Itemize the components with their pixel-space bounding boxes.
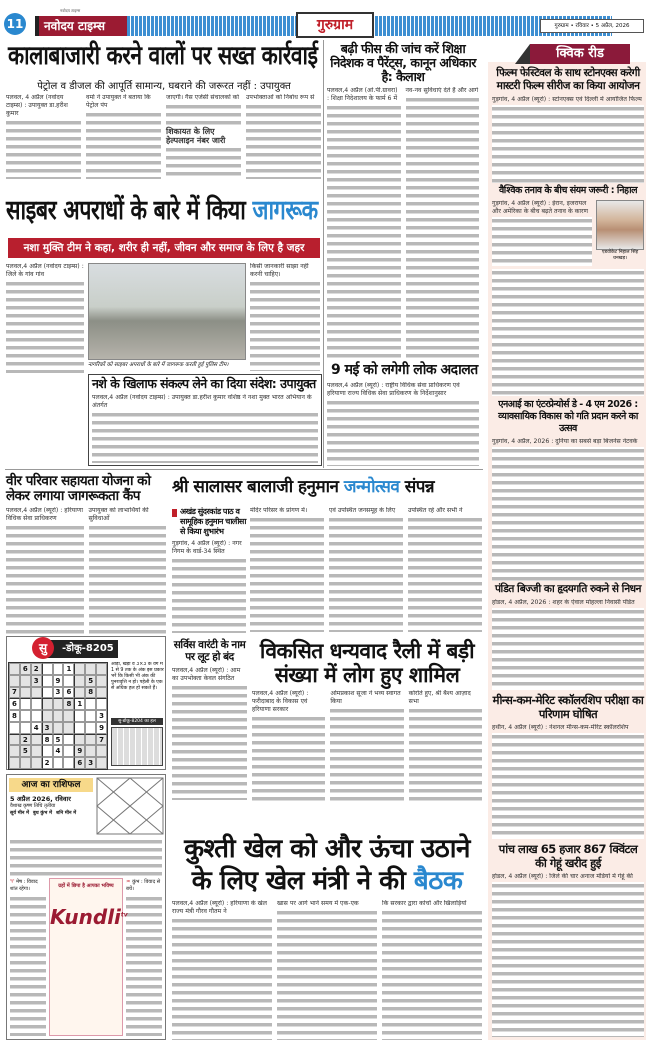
kundli-ad-brand [50,905,128,929]
qr6-body [492,873,644,1037]
qr5-body [492,724,644,839]
qr3-body [492,438,644,581]
sudoku-cell: 3 [31,675,42,687]
a6-body [6,507,166,634]
page-number: 11 [4,13,26,35]
sudoku-cell [96,687,107,699]
a7-kicker-mark [172,509,177,517]
sudoku-cell: 9 [96,722,107,734]
a2-body-right [250,263,320,371]
sudoku-cell [74,663,85,675]
sudoku-cell [9,757,20,769]
sudoku-cell: 1 [63,663,74,675]
brand-small: नवोदय टाइम्स [60,8,81,13]
qr5-headline: मीन्स-कम-मेरिट स्कॉलरशिप परीक्षा का परिणाम घोषित [492,693,644,722]
sudoku-cell: 2 [20,734,31,746]
a3-headline-text: नशे के खिलाफ संकल्प लेने का दिया संदेश: उपायुक्त [92,376,316,391]
a6-column [6,474,166,634]
planet-2: बुध कुंभ में [33,811,52,816]
qr5-dateline: हथीन, 4 अप्रैल (ब्यूरो) : नेशनल मीन्स-कम-मेरिट स्कॉलरशिप [492,724,629,732]
qr4-headline: पंडित बिज्जी का हृदयगति रुकने से निधन [495,582,641,595]
sudoku-cell [96,663,107,675]
sudoku-cell [42,710,53,722]
qr3-dateline: गुड़गांव, 4 अप्रैल, 2026 : दुनिया का सबसे बड़ा बिजनेस नेटवर्क [492,438,638,446]
a2-headline-main: साइबर अपराधों के बारे में किया [6,195,253,226]
sudoku-cell: 2 [31,663,42,675]
sudoku-cell [31,734,42,746]
sudoku-cell [31,710,42,722]
a8-headline: सर्विस वारंटी के नाम पर लूट हो बंद [173,639,246,663]
a2-headline-accent: जागरूक [252,195,318,226]
a6-dateline: पलवल,4 अप्रैल (ब्यूरो) : हरियाणा विधिक सेवा प्राधिकरण [6,507,83,523]
a1-subhead-text: पेट्रोल व डीजल की आपूर्ति सामान्य, घबराने की जरूरत नहीं : उपायुक्त [37,81,291,92]
a2-photo-caption [88,362,246,369]
qr2-top [492,200,644,266]
a5-headline [327,363,479,379]
sudoku-cell [9,745,20,757]
sudoku-cell [53,663,64,675]
sudoku-cell [53,698,64,710]
sudoku-cell: 6 [9,698,20,710]
sudoku-cell: 9 [74,745,85,757]
sudoku-cell [74,710,85,722]
sudoku-cell [85,722,96,734]
quick-read-tab [515,44,530,64]
sudoku-cell [9,675,20,687]
a8-dateline: पलवल,4 अप्रैल (ब्यूरो) : आम का उपभोक्ता केवल संगठित [172,666,241,682]
sudoku-cell: 8 [85,687,96,699]
a4-dateline: पलवल,4 अप्रैल (ओ.पी.ग्रावरा) : शिक्षा निदेशालय के फार्म 6 में [327,87,398,102]
a7-headline-line [172,478,434,497]
a8-body [172,667,247,801]
planet-3: शनि मीन में [55,811,77,816]
a2-banner-text: नशा मुक्ति टीम ने कहा, शरीर ही नहीं, जीवन और समाज के लिए है जहर [23,242,305,254]
qr4-dateline: होडल, 4 अप्रैल, 2026 : शहर के ऐवाल मोहल्ला निवासी पंडित [492,598,635,606]
sudoku-cell [63,675,74,687]
sudoku-cell [20,675,31,687]
kundli-ad[interactable] [49,878,128,1036]
sudoku-cell [42,663,53,675]
rashifal-header: आज का राशिफल [9,778,93,792]
qr6-dateline: होडल, 4 अप्रैल (ब्यूरो) : जिले की चार अनाज मंडियों में गेहूं की [492,873,633,881]
sudoku-cell [42,698,53,710]
sudoku-cell: 3 [96,710,107,722]
sudoku-logo: सु [32,637,54,659]
a3-content [92,377,318,463]
sudoku-solution-title-text: सु-डोकू-8204 का हल [118,719,156,724]
qr2-photo-caption: एडवोकेट निहाल सिंह धनखड़। [601,249,639,261]
a10-column [172,833,482,1040]
a1-headline-text: कालाबाजारी करने वालों पर सख्त कार्रवाई [8,41,318,71]
rashifal-right [126,879,162,1036]
qr2-dateline: गुड़गांव, 4 अप्रैल (ब्यूरो) : ईरान, इजरायल और अमेरिका के बीच बढ़ते तनाव के कारण [492,199,589,215]
kundli-ad-title: ग्रहों में छिपा है आपका भविष्य [58,883,114,889]
a7-kicker-row [172,507,246,537]
sudoku-cell [42,745,53,757]
rashifal-left-lines [10,895,46,1036]
sudoku-cell [85,698,96,710]
qr1-body [492,96,644,183]
a9-col3: कोरोते हुए, श्री बैश्य आज़ाद सभा [408,690,471,706]
qr1-headline: फिल्म फेस्टिवल के साथ स्टोनएक्स करेगी मास्टरी फिल्म सीरीज का किया आयोजन [496,67,640,92]
a2-headline-line [6,196,318,226]
dateline-text: गुरुग्राम • रविवार • 5 अप्रैल, 2026 [554,23,630,29]
a3-dateline: पलवल,4 अप्रैल (नवोदय टाइम्स) : उपायुक्त डा.हरीश कुमार वशिष्ठ ने नशा मुक्त भारत अभियान के अंतर्गत [92,394,312,409]
rashifal-left [10,879,46,1036]
a2-right-text: किसी जानकारी साझा नहीं करनी चाहिए। [250,263,309,278]
qr2-body [492,200,592,266]
a2-photo [88,263,246,360]
sudoku-cell [74,675,85,687]
sudoku-cell [63,734,74,746]
a6-col2: उपायुक्त को लाभार्थियों की सुविधाओं [88,507,149,523]
a7-headline-main: श्री सालासर बालाजी हनुमान [172,477,344,497]
sudoku-cell [53,710,64,722]
a8-column [172,640,247,800]
a9-column [252,640,482,805]
dateline-box [540,19,644,33]
qr4-body [492,599,644,690]
sudoku-cell [31,698,42,710]
a7-headline [172,478,480,497]
a10-headline [172,833,482,897]
a1-box-title: शिकायत के लिए हेल्पलाइन नंबर जारी [166,127,226,145]
quick-read-label: क्विक रीड [530,44,630,64]
sudoku-instructions: आड़ी, खड़ी व 3×3 के वर्ग में 1 से 9 तक के अंक इस प्रकार भरें कि किसी भी अंक की पुनरावृत्ति न हो। पहेली के एक से अधिक हल हो सकते हैं। [111,662,164,691]
sudoku-cell [20,698,31,710]
qr6-headline: पांच लाख 65 हजार 867 क्विंटल की गेहूं खरीद हुई [498,842,638,871]
a2-caption-text: नागरिकों को साइबर अपराधों के बारे में जागरूक करती हुई पुलिस टीम। [88,362,229,368]
sudoku-cell [31,745,42,757]
sudoku-cell: 4 [53,745,64,757]
sudoku-cell: 6 [63,687,74,699]
sudoku-cell [20,757,31,769]
a1-body [6,94,321,179]
sudoku-cell [74,722,85,734]
a1-col3: जाएगी। गैस एजेंसी संचालकों को [166,94,239,101]
a4-headline: बढ़ी फीस की जांच करें शिक्षा निदेशक व पैरेंट्स, कानून अधिकार है: कैलाश [330,41,476,84]
sudoku-cell: 5 [85,675,96,687]
sudoku-cell: 3 [42,722,53,734]
sudoku-cell [20,722,31,734]
qr1-dateline: गुड़गांव, 4 अप्रैल (ब्यूरो) : स्टोनएक्स एवं दिल्ली में आयोजित फिल्म [492,96,642,103]
sudoku-solution-title [111,718,163,725]
sudoku-cell [63,745,74,757]
a5-dateline: पलवल,4 अप्रैल (ब्यूरो) : राष्ट्रीय विधिक सेवा प्राधिकरण एवं हरियाणा राज्य विधिक सेवा प्राधिकरण के निर्देशानुसार [327,382,460,397]
a4-col2: नव-नव सुविधाएं देते हैं और आगे [405,87,479,94]
sudoku-title-bar: -डोकू-8205 [40,640,118,658]
sudoku-cell: 5 [53,734,64,746]
sudoku-cell [96,675,107,687]
qr2-portrait [596,200,644,250]
sudoku-cell [85,745,96,757]
sign-text: कुंभ : विवाद से बचें। [126,879,161,892]
a7-headline-end: संपन्न [399,477,435,497]
a3-headline [92,377,318,391]
rashifal-right-lines [126,895,162,1036]
sudoku-cell [53,722,64,734]
sudoku-cell [42,675,53,687]
a1-col4: उपभोक्ताओं को निर्बाध रूप से [246,94,315,101]
a7-col3: एवं उपस्थित जनसमूह के लिए [329,507,396,514]
planet-list [10,811,94,817]
a10-dateline: पलवल,4 अप्रैल (ब्यूरो) : हरियाणा के खेल राज्य मंत्री गौरव गौतम ने [172,900,267,915]
sudoku-cell: 8 [9,710,20,722]
sudoku-cell: 3 [85,757,96,769]
sudoku-cell [9,734,20,746]
sudoku-cell [53,757,64,769]
sudoku-cell: 3 [53,687,64,699]
sudoku-cell: 9 [53,675,64,687]
sudoku-cell [20,687,31,699]
a3-body [92,394,318,463]
sudoku-cell [85,734,96,746]
sudoku-cell: 1 [74,698,85,710]
a7-body [250,507,482,632]
a7-col2: मंदिर परिसर के प्रांगण में। [250,507,308,514]
a6-headline: वीर परिवार सहायता योजना को लेकर लगाया जागरूकता कैंप [6,473,151,505]
sudoku-grid [8,662,108,770]
a10-headline-main: कुश्ती खेल को और ऊंचा उठाने के लिए खेल मंत्री ने की [184,834,470,896]
a4-body [327,87,479,360]
a10-col3: कि सरकार द्वारा कोचों और खिलाड़ियों [382,900,467,907]
a10-headline-accent: बैठक [413,866,463,896]
planet-1: सूर्य मीन में [10,811,30,816]
qr3-headline: एनआई का एंटरप्रेन्योर्स डे - 4 एम 2026 : व्यावसायिक विकास को गति प्रदान करने का उत्सव [498,399,638,435]
sudoku-cell: 6 [20,663,31,675]
column-rule [323,40,324,468]
a5-body [327,382,479,466]
kundli-brand-text: Kundli [50,905,121,929]
qr2-photo-block [596,200,644,266]
a10-body [172,900,482,1040]
sudoku-cell [9,722,20,734]
a9-body [252,690,482,805]
sign-text: मेष : विवाद शांत रहेगा। [10,879,38,892]
sudoku-cell [9,663,20,675]
sudoku-cell [20,710,31,722]
a2-dateline: पलवल,4 अप्रैल (नवोदय टाइम्स) : जिले के गांव गांव [6,263,84,278]
sudoku-cell [63,710,74,722]
sudoku-cell [42,687,53,699]
rashifal-date: 5 अप्रैल 2026, रविवार [10,795,71,803]
sudoku-cell [31,757,42,769]
sudoku-cell: 6 [74,757,85,769]
a7-body-1 [172,540,246,633]
a1-headline [8,42,320,71]
sudoku-cell [96,757,107,769]
city-label: गुरुग्राम [296,12,374,38]
sudoku-cell: 7 [96,734,107,746]
qr2-headline: वैश्विक तनाव के बीच संयम जरूरी : निहाल [498,185,638,197]
a7-headline-accent: जन्मोत्सव [343,477,400,497]
sudoku-cell [31,687,42,699]
sudoku-cell [85,663,96,675]
a7-kicker: अखंड सुंदरकांड पाठ व सामूहिक हनुमान चालीसा से किया शुभारंभ [180,507,246,536]
sudoku-cell [96,745,107,757]
row-rule [5,469,483,470]
kundli-chart [96,777,164,835]
a2-headline [6,196,320,226]
sudoku-solution-grid [111,727,163,766]
kundli-brand-tv: tv [120,911,128,919]
sudoku-cell: 7 [9,687,20,699]
a1-subhead [8,78,320,92]
a10-col2: खास पर आगे भाने समय में एक-एक [277,900,359,907]
a9-headline: विकसित धन्यवाद रैली में बड़ी संख्या में लोग हुए शामिल [259,639,475,687]
a9-dateline: पलवल,4 अप्रैल (ब्यूरो) : फरीदाबाद के विकास एवं हरियाणा सरकार [252,690,309,714]
brand-logo: नवोदय टाइम्स [35,16,127,36]
rashifal-sign-mesh: ♈ मेष : विवाद शांत रहेगा। [10,879,38,892]
a1-col2: वर्मा ने उपायुक्त ने बताया कि पेट्रोल पंप [86,94,151,109]
sudoku-cell [63,757,74,769]
sudoku-cell: 4 [31,722,42,734]
sudoku-cell [74,734,85,746]
sudoku-cell [74,687,85,699]
sudoku-cell [63,722,74,734]
a7-left-column [172,507,246,633]
rashifal-text [10,838,162,876]
a1-dateline: पलवल, 4 अप्रैल (नवोदय टाइम्स) : उपायुक्त डा.हरीश कुमार [6,94,68,117]
rashifal-sign-kumbh: ♒ कुंभ : विवाद से बचें। [126,879,161,892]
sudoku-cell: 8 [63,698,74,710]
qr2-body-cont [492,269,644,396]
sudoku-cell [85,710,96,722]
a5-headline-text: 9 मई को लगेगी लोक अदालत [331,362,478,379]
middle-column [327,42,479,466]
sudoku-cell [96,698,107,710]
sudoku-cell: 8 [42,734,53,746]
a7-dateline: गुड़गांव, 4 अप्रैल (ब्यूरो) : नगर निगम के वार्ड-34 स्थित [172,540,242,555]
a9-col2: ओमप्रकाश सूजा ने भव्य स्वागत किया [330,690,401,706]
a2-banner [8,238,320,258]
a7-col4: उपस्थित रहे और सभी ने [408,507,463,514]
sudoku-cell: 2 [42,757,53,769]
a2-body-left [6,263,84,373]
rashifal-tithi: वैशाख कृष्ण तिथि तृतीया [10,803,56,809]
sudoku-cell: 5 [20,745,31,757]
quick-read-list [492,67,644,1037]
